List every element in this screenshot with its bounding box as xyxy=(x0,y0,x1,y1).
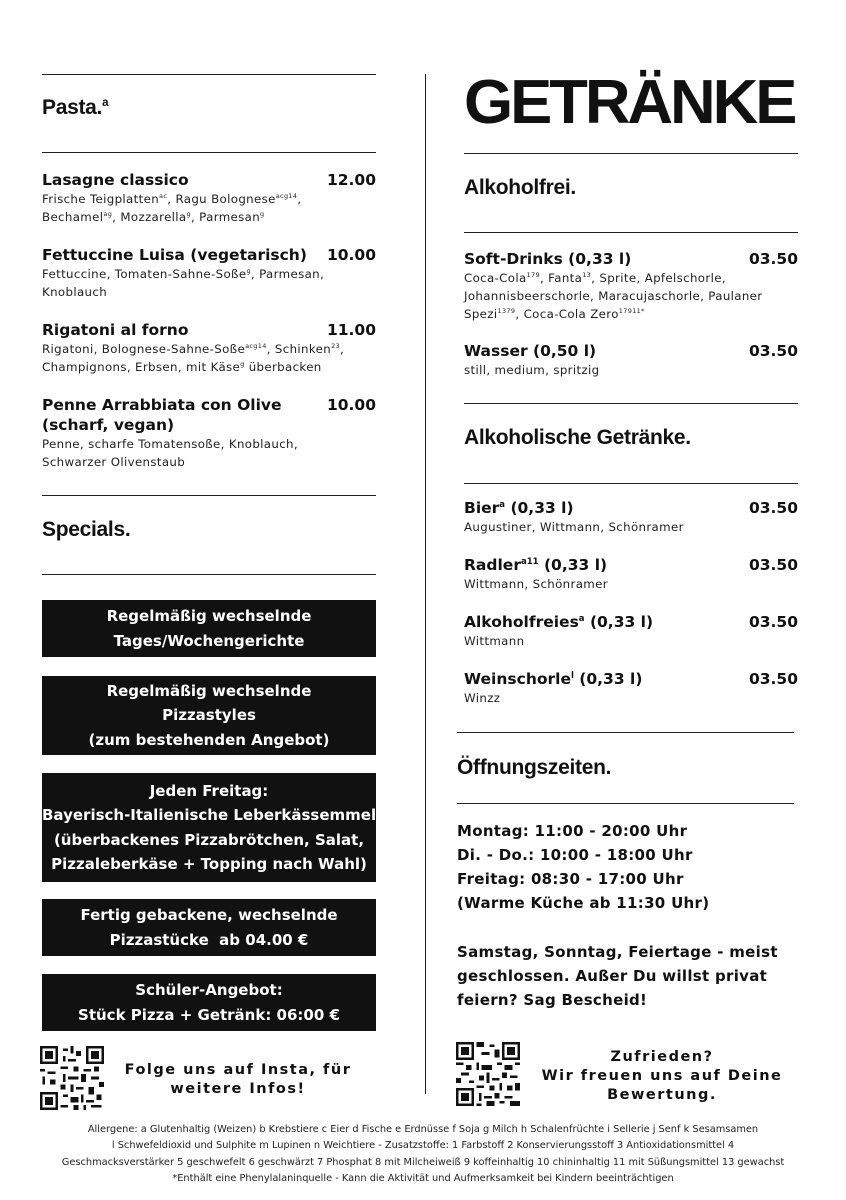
special-box xyxy=(42,600,376,657)
item-description: Augustiner, Wittmann, Schönramer xyxy=(464,520,684,534)
menu-item xyxy=(464,249,798,323)
item-price: 03.50 xyxy=(748,342,798,360)
special-box xyxy=(42,773,387,882)
special-line: Tages/Wochengerichte xyxy=(113,631,305,650)
opening-hours xyxy=(457,819,709,915)
alkoholisch-heading: Alkoholische Getränke. xyxy=(464,426,691,449)
special-box xyxy=(42,676,376,755)
item-name: Penne Arrabbiata con Olive (scharf, vegan) xyxy=(42,396,282,434)
allergen-line: l Schwefeldioxid und Sulphite m Lupinen n Weichtiere - Zusatzstoffe: 1 Farbstoff 2 Konservierungsstoff 3 Antioxidationsmittel 4 xyxy=(111,1140,735,1151)
special-line: Pizzastücke ab 04.00 € xyxy=(109,930,309,949)
special-line: Jeden Freitag: xyxy=(149,781,269,800)
item-price: 11.00 xyxy=(326,321,376,339)
specials-heading: Specials. xyxy=(42,518,131,541)
item-description: Rigatoni, Bolognese-Sahne-Soße$^{acg14}$, Schinken$^{23}$, Champignons, Erbsen, mit Käse$^g$ überbacken xyxy=(42,342,345,374)
hours-line: (Warme Küche ab 11:30 Uhr) xyxy=(457,894,710,912)
menu-item xyxy=(42,320,376,376)
item-description: Wittmann, Schönramer xyxy=(464,577,608,591)
review-qr-code[interactable] xyxy=(456,1042,520,1106)
item-name: Weinschorle$^l$ (0,33 l) xyxy=(464,670,643,688)
item-name: Soft-Drinks (0,33 l) xyxy=(464,250,632,268)
hours-heading: Öffnungszeiten. xyxy=(457,756,612,779)
menu-item xyxy=(464,612,798,650)
item-price: 03.50 xyxy=(748,499,798,517)
special-line: Pizzastyles xyxy=(162,706,256,725)
menu-item xyxy=(464,498,798,536)
pasta-heading: Pasta.$^a$ xyxy=(42,96,109,119)
item-description: Coca-Cola$^{179}$, Fanta$^{13}$, Sprite, Apfelschorle, Johannisbeerschorle, Maracujaschorle, Paulaner Spezi$^{1379}$, Coca-Cola Zero$^{17911*}$ xyxy=(464,271,763,321)
special-box xyxy=(42,974,376,1031)
menu-item xyxy=(42,170,376,226)
item-name: Wasser (0,50 l) xyxy=(464,342,597,360)
item-name: Rigatoni al forno xyxy=(42,321,189,339)
special-line: Regelmäßig wechselnde xyxy=(106,681,312,700)
item-description: Fettuccine, Tomaten-Sahne-Soße$^g$, Parmesan, Knoblauch xyxy=(42,267,325,299)
hours-line: Di. - Do.: 10:00 - 18:00 Uhr xyxy=(457,846,693,864)
item-price: 03.50 xyxy=(748,613,798,631)
special-line: Regelmäßig wechselnde xyxy=(106,607,312,625)
special-line: (zum bestehenden Angebot) xyxy=(88,730,330,749)
special-line: (überbackenes Pizzabrötchen, Salat, xyxy=(53,830,365,849)
instagram-qr-code[interactable] xyxy=(40,1046,104,1110)
item-price: 03.50 xyxy=(748,250,798,268)
hours-line: Freitag: 08:30 - 17:00 Uhr xyxy=(457,870,684,888)
special-line: Fertig gebackene, wechselnde xyxy=(80,906,338,924)
item-name: Alkoholfreies$^a$ (0,33 l) xyxy=(464,613,654,631)
special-line: Pizzaleberkäse + Topping nach Wahl) xyxy=(51,855,367,873)
item-price: 03.50 xyxy=(748,556,798,574)
allergen-line: Geschmacksverstärker 5 geschwefelt 6 geschwärzt 7 Phosphat 8 mit Milcheiweiß 9 koffeinhaltig 10 chininhaltig 11 mit Süßungsmittel 13 gewachst xyxy=(61,1157,785,1168)
item-description: Winzz xyxy=(464,691,501,705)
item-price: 10.00 xyxy=(326,396,376,414)
menu-item xyxy=(464,555,798,593)
allergen-line: Allergene: a Glutenhaltig (Weizen) b Krebstiere c Eier d Fische e Erdnüsse f Soja g Milch h Schalenfrüchte i Sellerie j Senf k Sesamsamen xyxy=(87,1124,759,1135)
instagram-label: Folge uns auf Insta, für weitere Infos! xyxy=(124,1062,352,1097)
special-line: Schüler-Angebot: xyxy=(135,981,283,999)
item-name: Radler$^{a11}$ (0,33 l) xyxy=(464,556,608,574)
weekend-note: Samstag, Sonntag, Feiertage - meist geschlossen. Außer Du willst privat feiern? Sag Bescheid! xyxy=(457,943,778,1009)
special-line: Stück Pizza + Getränk: 06:00 € xyxy=(78,1005,340,1024)
hours-line: Montag: 11:00 - 20:00 Uhr xyxy=(457,822,688,840)
special-line: Bayerisch-Italienische Leberkässemmeln xyxy=(42,806,387,824)
special-box xyxy=(42,899,376,956)
allergen-line: *Enthält eine Phenylalaninquelle - Kann die Aktivität und Aufmerksamkeit bei Kindern beeinträchtigen xyxy=(172,1173,674,1184)
menu-item xyxy=(42,245,376,301)
menu-item xyxy=(42,395,376,471)
alkoholfrei-heading: Alkoholfrei. xyxy=(464,176,576,199)
item-description: still, medium, spritzig xyxy=(464,363,600,377)
item-price: 12.00 xyxy=(326,171,376,189)
drinks-title: GETRÄNKE xyxy=(464,68,795,137)
item-name: Fettuccine Luisa (vegetarisch) xyxy=(42,246,307,264)
item-name: Lasagne classico xyxy=(42,171,189,189)
menu-item xyxy=(464,341,798,379)
item-price: 10.00 xyxy=(326,246,376,264)
item-name: Bier$^a$ (0,33 l) xyxy=(464,499,574,517)
item-description: Frische Teigplatten$^{ac}$, Ragu Bolognese$^{acg14}$, Bechamel$^{ag}$, Mozzarella$^g$, Parmesan$^g$ xyxy=(42,192,302,224)
item-description: Penne, scharfe Tomatensoße, Knoblauch, Schwarzer Olivenstaub xyxy=(42,437,298,469)
menu-item xyxy=(464,669,798,707)
item-price: 03.50 xyxy=(748,670,798,688)
item-description: Wittmann xyxy=(464,634,525,648)
review-label: Zufrieden? Wir freuen uns auf Deine Bewertung. xyxy=(541,1049,783,1103)
